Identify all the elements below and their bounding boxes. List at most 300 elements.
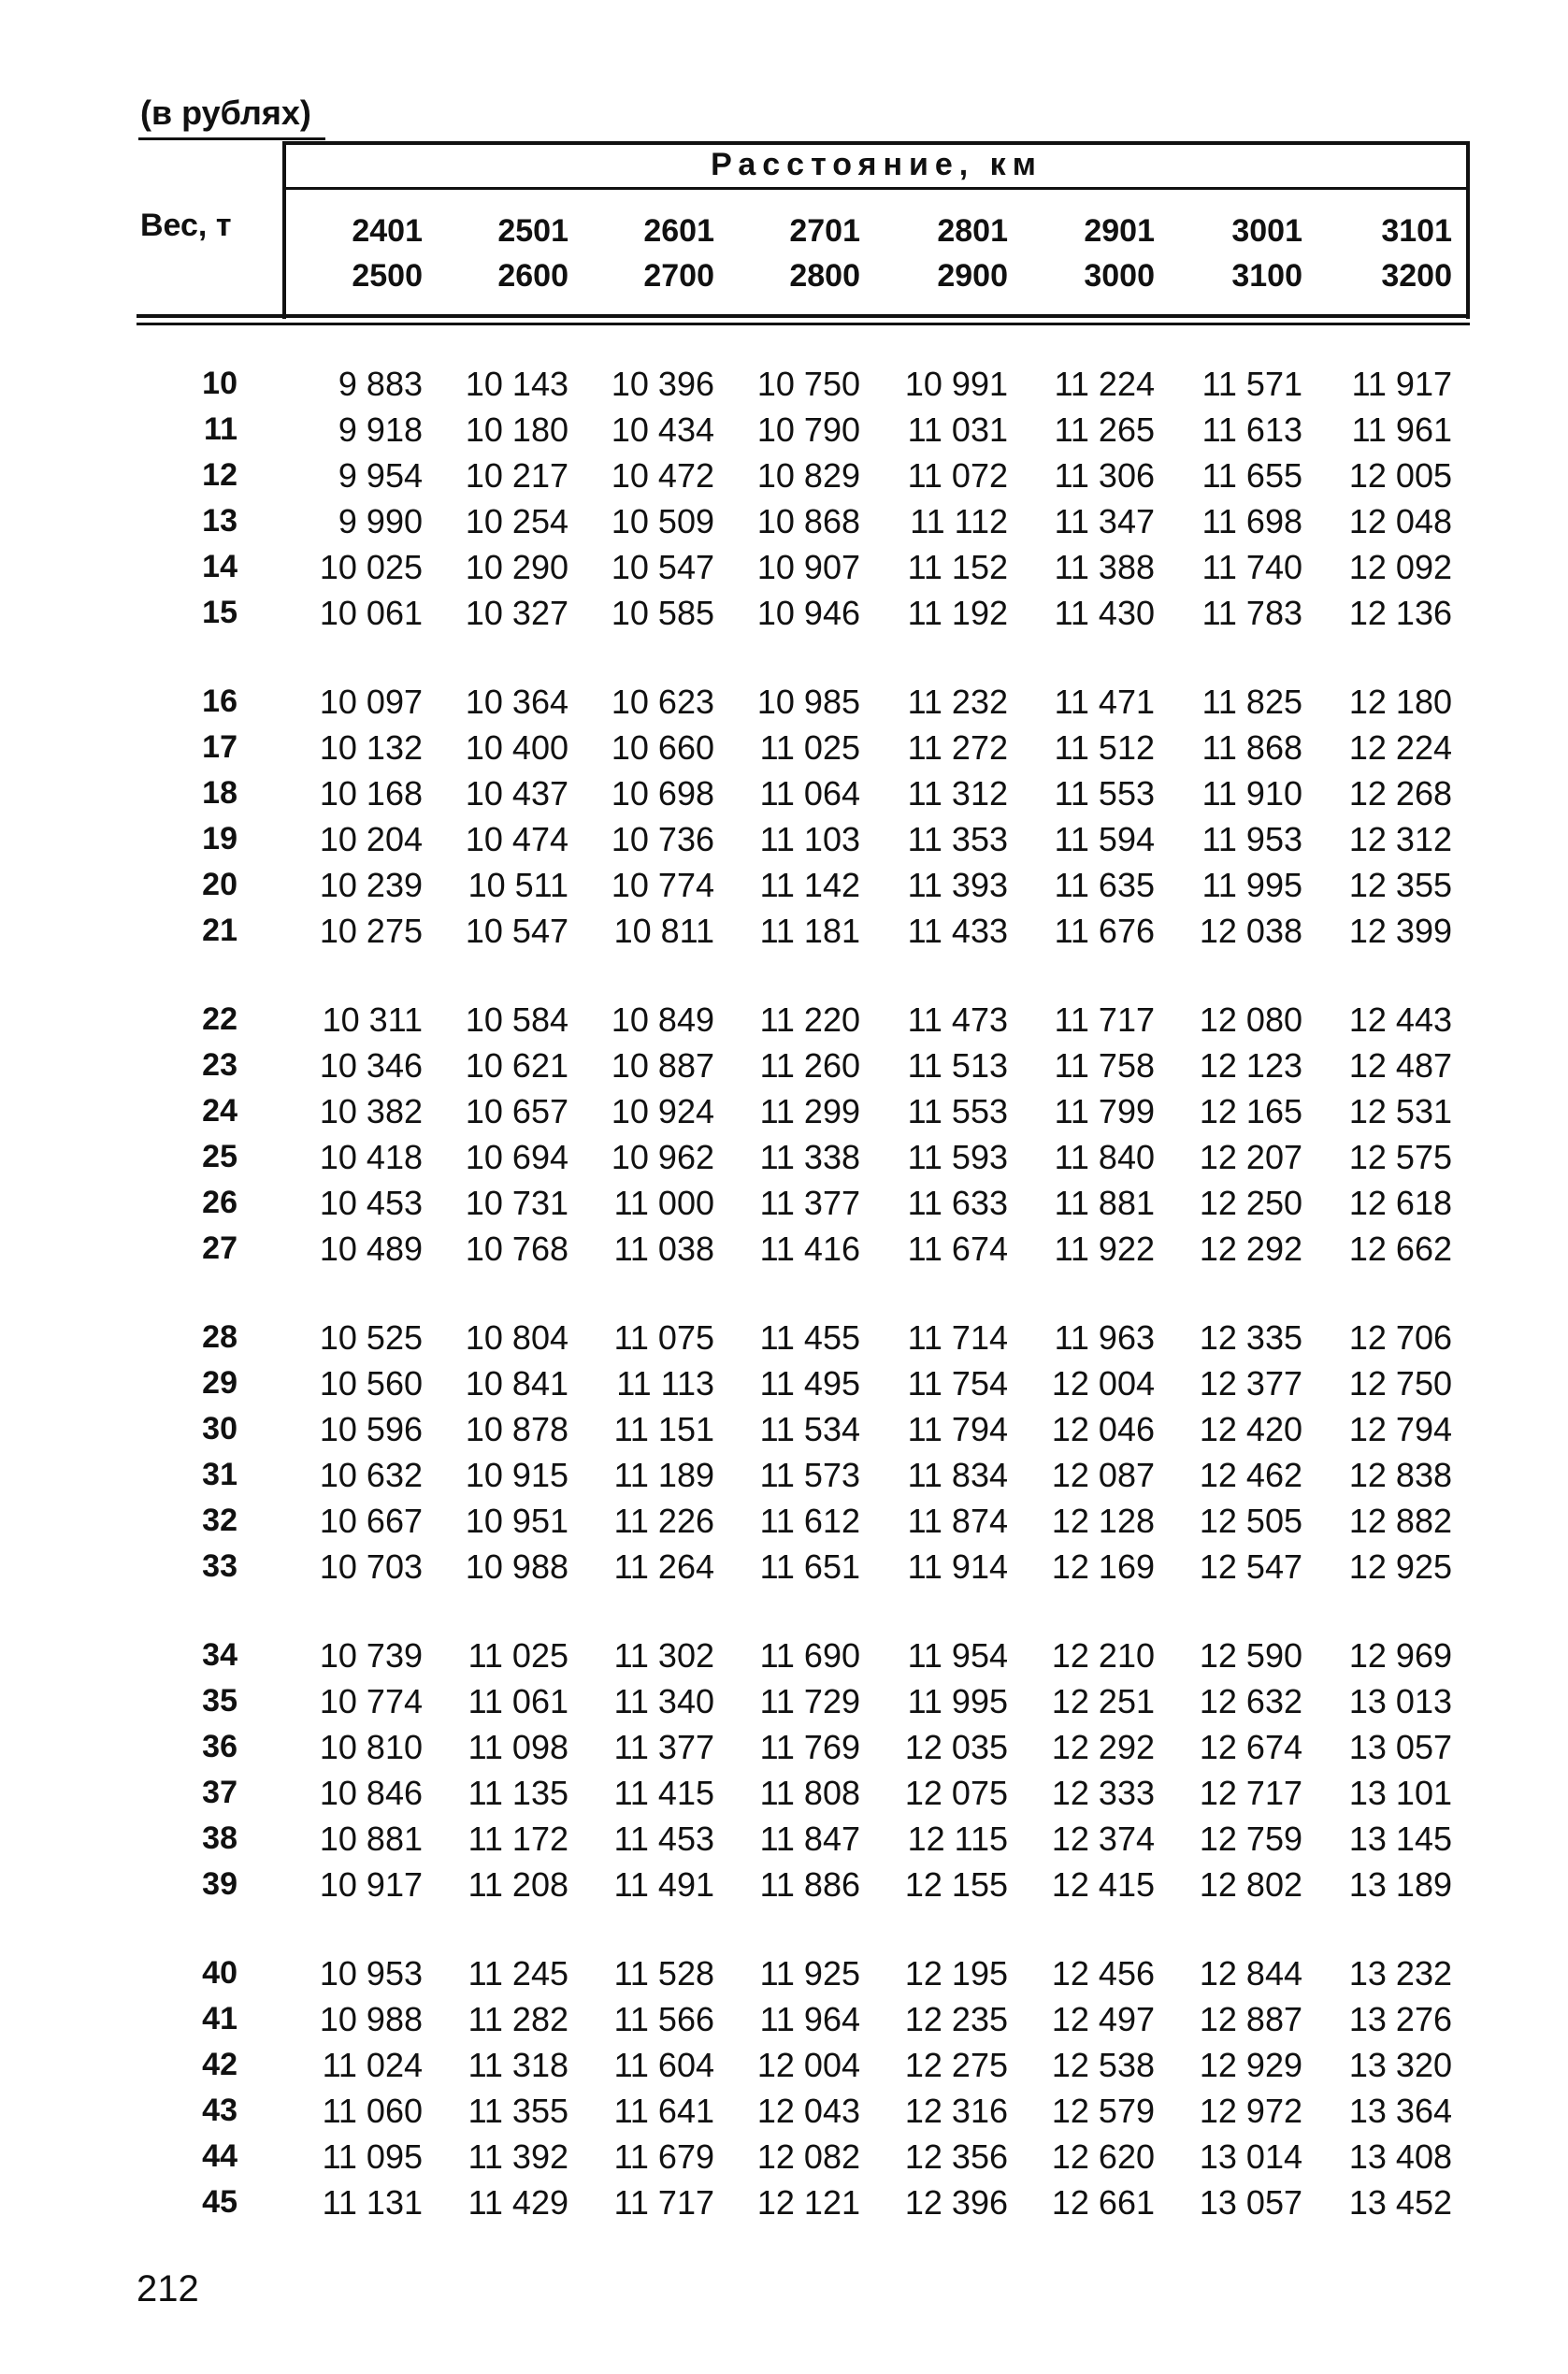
weight-row-label: 40 (202, 1955, 237, 1991)
table-cell: 10 657 (465, 1092, 568, 1130)
weight-row-label: 37 (202, 1775, 237, 1810)
table-cell: 11 393 (907, 866, 1008, 904)
table-cell: 10 290 (465, 548, 568, 586)
table-cell: 11 613 (1201, 410, 1302, 449)
table-cell: 12 750 (1348, 1364, 1452, 1403)
weight-row-label: 16 (202, 683, 237, 719)
table-cell: 11 513 (907, 1046, 1008, 1085)
table-cell: 11 534 (759, 1410, 860, 1448)
table-cell: 11 299 (759, 1092, 860, 1130)
weight-row-label: 27 (202, 1230, 237, 1266)
table-cell: 11 429 (468, 2183, 568, 2222)
table-cell: 12 250 (1199, 1184, 1302, 1222)
table-cell: 12 128 (1051, 1502, 1155, 1540)
weight-row-label: 21 (202, 913, 237, 948)
table-cell: 11 740 (1201, 548, 1302, 586)
distance-range-from: 2801 (937, 213, 1008, 249)
table-cell: 12 632 (1199, 1682, 1302, 1720)
distance-range-to: 3000 (1084, 258, 1155, 294)
table-cell: 10 991 (904, 365, 1008, 403)
table-cell: 10 790 (756, 410, 860, 449)
table-cell: 10 953 (319, 1954, 423, 1993)
table-cell: 10 311 (322, 1000, 423, 1039)
table-cell: 13 014 (1199, 2137, 1302, 2176)
table-cell: 10 396 (611, 365, 714, 403)
weight-row-label: 45 (202, 2184, 237, 2220)
table-cell: 11 847 (759, 1820, 860, 1858)
table-cell: 11 953 (1201, 820, 1302, 858)
header-bottom-rule-double (137, 323, 1470, 325)
table-cell: 12 497 (1051, 2000, 1155, 2038)
weight-row-label: 44 (202, 2138, 237, 2174)
table-cell: 10 887 (611, 1046, 714, 1085)
table-cell: 12 420 (1199, 1410, 1302, 1448)
weight-row-label: 13 (202, 503, 237, 539)
table-cell: 11 189 (613, 1456, 714, 1494)
weight-row-label: 36 (202, 1729, 237, 1764)
table-cell: 10 434 (611, 410, 714, 449)
table-cell: 11 113 (616, 1364, 714, 1403)
table-cell: 12 165 (1199, 1092, 1302, 1130)
table-cell: 11 392 (468, 2137, 568, 2176)
table-cell: 11 151 (613, 1410, 714, 1448)
table-cell: 11 910 (1201, 774, 1302, 813)
weight-row-label: 30 (202, 1411, 237, 1446)
table-cell: 13 101 (1348, 1774, 1452, 1812)
table-cell: 11 172 (468, 1820, 568, 1858)
distance-range-to: 2800 (789, 258, 860, 294)
table-cell: 11 512 (1054, 728, 1155, 767)
table-cell: 11 679 (613, 2137, 714, 2176)
table-cell: 10 915 (465, 1456, 568, 1494)
table-cell: 12 275 (904, 2046, 1008, 2084)
weight-row-label: 34 (202, 1637, 237, 1673)
table-cell: 12 531 (1348, 1092, 1452, 1130)
page-number: 212 (137, 2268, 199, 2309)
table-cell: 12 374 (1051, 1820, 1155, 1858)
table-cell: 12 004 (756, 2046, 860, 2084)
weight-row-label: 41 (202, 2001, 237, 2036)
table-cell: 11 783 (1201, 594, 1302, 632)
table-cell: 10 951 (465, 1502, 568, 1540)
table-cell: 11 914 (907, 1547, 1008, 1586)
weight-row-label: 42 (202, 2047, 237, 2082)
table-cell: 11 874 (907, 1502, 1008, 1540)
table-cell: 10 868 (756, 502, 860, 540)
distance-range-from: 2501 (497, 213, 568, 249)
weight-row-label: 39 (202, 1866, 237, 1902)
table-cell: 12 316 (904, 2092, 1008, 2130)
table-cell: 12 538 (1051, 2046, 1155, 2084)
table-cell: 11 758 (1054, 1046, 1155, 1085)
table-cell: 10 881 (319, 1820, 423, 1858)
table-cell: 12 035 (904, 1728, 1008, 1766)
table-cell: 11 282 (468, 2000, 568, 2038)
table-cell: 10 846 (319, 1774, 423, 1812)
table-cell: 12 579 (1051, 2092, 1155, 2130)
table-cell: 10 917 (319, 1865, 423, 1904)
table-cell: 12 505 (1199, 1502, 1302, 1540)
table-cell: 11 717 (1054, 1000, 1155, 1039)
table-cell: 10 774 (319, 1682, 423, 1720)
table-cell: 12 210 (1051, 1636, 1155, 1675)
weight-row-label: 23 (202, 1047, 237, 1083)
table-cell: 10 750 (756, 365, 860, 403)
table-cell: 10 739 (319, 1636, 423, 1675)
weight-row-label: 15 (202, 595, 237, 630)
table-cell: 11 729 (759, 1682, 860, 1720)
weight-row-label: 25 (202, 1139, 237, 1174)
table-cell: 12 844 (1199, 1954, 1302, 1993)
table-cell: 10 632 (319, 1456, 423, 1494)
table-cell: 11 717 (613, 2183, 714, 2222)
table-cell: 11 060 (322, 2092, 423, 2130)
table-cell: 13 057 (1199, 2183, 1302, 2222)
table-cell: 11 954 (907, 1636, 1008, 1675)
table-cell: 12 312 (1348, 820, 1452, 858)
table-cell: 11 491 (613, 1865, 714, 1904)
table-cell: 10 061 (319, 594, 423, 632)
table-cell: 11 355 (468, 2092, 568, 2130)
table-cell: 11 566 (613, 2000, 714, 2038)
table-cell: 11 690 (759, 1636, 860, 1675)
table-cell: 11 226 (613, 1502, 714, 1540)
table-cell: 11 232 (907, 683, 1008, 721)
table-cell: 11 377 (613, 1728, 714, 1766)
table-cell: 10 731 (465, 1184, 568, 1222)
table-cell: 11 471 (1054, 683, 1155, 721)
distance-column-title: Расстояние, км (711, 147, 1043, 182)
table-cell: 12 620 (1051, 2137, 1155, 2176)
table-cell: 12 043 (756, 2092, 860, 2130)
weight-row-label: 12 (202, 457, 237, 493)
table-cell: 11 353 (907, 820, 1008, 858)
table-cell: 12 268 (1348, 774, 1452, 813)
table-cell: 12 046 (1051, 1410, 1155, 1448)
table-cell: 11 181 (759, 912, 860, 950)
table-cell: 11 142 (759, 866, 860, 904)
table-cell: 11 433 (907, 912, 1008, 950)
distance-range-from: 2601 (643, 213, 714, 249)
table-cell: 9 990 (338, 502, 423, 540)
table-cell: 10 180 (465, 410, 568, 449)
table-cell: 12 004 (1051, 1364, 1155, 1403)
table-cell: 11 769 (759, 1728, 860, 1766)
table-cell: 11 318 (468, 2046, 568, 2084)
table-cell: 12 121 (756, 2183, 860, 2222)
distance-range-from: 2401 (352, 213, 423, 249)
table-cell: 12 038 (1199, 912, 1302, 950)
table-cell: 9 883 (338, 365, 423, 403)
table-cell: 12 115 (907, 1820, 1008, 1858)
table-cell: 11 135 (468, 1774, 568, 1812)
table-cell: 11 594 (1054, 820, 1155, 858)
table-cell: 11 868 (1201, 728, 1302, 767)
distance-range-from: 2901 (1084, 213, 1155, 249)
table-cell: 11 220 (759, 1000, 860, 1039)
table-cell: 12 195 (904, 1954, 1008, 1993)
weight-row-label: 11 (204, 411, 237, 447)
table-cell: 11 553 (907, 1092, 1008, 1130)
table-cell: 12 048 (1348, 502, 1452, 540)
table-cell: 12 377 (1199, 1364, 1302, 1403)
table-cell: 10 382 (319, 1092, 423, 1130)
table-cell: 10 346 (319, 1046, 423, 1085)
weight-row-label: 26 (202, 1185, 237, 1220)
table-cell: 12 662 (1348, 1230, 1452, 1268)
table-cell: 10 239 (319, 866, 423, 904)
table-cell: 10 907 (756, 548, 860, 586)
table-cell: 11 025 (759, 728, 860, 767)
table-cell: 10 962 (611, 1138, 714, 1176)
table-cell: 11 825 (1201, 683, 1302, 721)
header-bottom-rule (137, 314, 1470, 318)
table-cell: 11 260 (759, 1046, 860, 1085)
table-cell: 10 585 (611, 594, 714, 632)
table-cell: 11 593 (907, 1138, 1008, 1176)
table-cell: 11 886 (759, 1865, 860, 1904)
table-cell: 11 272 (907, 728, 1008, 767)
table-cell: 10 841 (465, 1364, 568, 1403)
table-cell: 10 275 (319, 912, 423, 950)
table-cell: 10 525 (319, 1318, 423, 1357)
table-cell: 10 988 (319, 2000, 423, 2038)
table-cell: 11 995 (1201, 866, 1302, 904)
table-cell: 12 335 (1199, 1318, 1302, 1357)
table-cell: 10 584 (465, 1000, 568, 1039)
table-cell: 12 972 (1199, 2092, 1302, 2130)
table-cell: 12 415 (1051, 1865, 1155, 1904)
table-cell: 11 799 (1054, 1092, 1155, 1130)
table-cell: 12 443 (1348, 1000, 1452, 1039)
table-cell: 12 207 (1199, 1138, 1302, 1176)
table-cell: 10 472 (611, 456, 714, 495)
table-cell: 12 717 (1199, 1774, 1302, 1812)
table-cell: 11 961 (1351, 410, 1452, 449)
weight-column-title: Вес, т (140, 208, 232, 243)
table-cell: 10 418 (319, 1138, 423, 1176)
table-cell: 11 340 (613, 1682, 714, 1720)
table-cell: 12 123 (1199, 1046, 1302, 1085)
table-cell: 11 963 (1054, 1318, 1155, 1357)
table-cell: 11 674 (907, 1230, 1008, 1268)
table-cell: 12 925 (1348, 1547, 1452, 1586)
table-cell: 10 560 (319, 1364, 423, 1403)
table-cell: 12 169 (1051, 1547, 1155, 1586)
weight-row-label: 32 (202, 1503, 237, 1538)
table-cell: 11 808 (759, 1774, 860, 1812)
table-cell: 12 590 (1199, 1636, 1302, 1675)
table-cell: 12 661 (1051, 2183, 1155, 2222)
table-cell: 11 573 (759, 1456, 860, 1494)
weight-row-label: 38 (202, 1820, 237, 1856)
weight-row-label: 10 (202, 366, 237, 401)
table-cell: 12 456 (1051, 1954, 1155, 1993)
table-cell: 10 774 (611, 866, 714, 904)
table-cell: 11 473 (907, 1000, 1008, 1039)
table-cell: 11 095 (322, 2137, 423, 2176)
distance-range-to: 2500 (352, 258, 423, 294)
table-cell: 11 834 (907, 1456, 1008, 1494)
table-cell: 12 929 (1199, 2046, 1302, 2084)
table-cell: 11 112 (910, 502, 1008, 540)
table-cell: 10 596 (319, 1410, 423, 1448)
table-cell: 10 453 (319, 1184, 423, 1222)
table-cell: 13 232 (1348, 1954, 1452, 1993)
distance-range-to: 3200 (1381, 258, 1452, 294)
distance-range-to: 2700 (643, 258, 714, 294)
table-cell: 11 061 (468, 1682, 568, 1720)
table-cell: 11 455 (759, 1318, 860, 1357)
table-cell: 11 245 (468, 1954, 568, 1993)
header-divider (283, 187, 1470, 190)
table-cell: 11 000 (613, 1184, 714, 1222)
table-cell: 13 364 (1348, 2092, 1452, 2130)
weight-row-label: 24 (202, 1093, 237, 1129)
table-cell: 12 396 (904, 2183, 1008, 2222)
table-cell: 12 674 (1199, 1728, 1302, 1766)
table-cell: 11 612 (759, 1502, 860, 1540)
table-cell: 13 452 (1348, 2183, 1452, 2222)
table-cell: 9 954 (338, 456, 423, 495)
table-cell: 10 509 (611, 502, 714, 540)
table-cell: 10 547 (611, 548, 714, 586)
table-cell: 10 698 (611, 774, 714, 813)
table-cell: 11 312 (907, 774, 1008, 813)
table-cell: 10 025 (319, 548, 423, 586)
table-cell: 12 005 (1348, 456, 1452, 495)
table-cell: 11 415 (613, 1774, 714, 1812)
table-cell: 12 706 (1348, 1318, 1452, 1357)
table-cell: 10 829 (756, 456, 860, 495)
weight-row-label: 33 (202, 1548, 237, 1584)
table-cell: 10 400 (465, 728, 568, 767)
table-cell: 12 547 (1199, 1547, 1302, 1586)
table-cell: 10 878 (465, 1410, 568, 1448)
table-cell: 12 155 (904, 1865, 1008, 1904)
distance-range-from: 2701 (789, 213, 860, 249)
table-cell: 10 924 (611, 1092, 714, 1130)
table-cell: 12 180 (1348, 683, 1452, 721)
table-cell: 13 408 (1348, 2137, 1452, 2176)
table-cell: 12 882 (1348, 1502, 1452, 1540)
table-cell: 11 651 (759, 1547, 860, 1586)
table-cell: 12 235 (904, 2000, 1008, 2038)
table-cell: 11 264 (613, 1547, 714, 1586)
table-cell: 11 208 (468, 1865, 568, 1904)
table-cell: 11 038 (613, 1230, 714, 1268)
table-cell: 13 320 (1348, 2046, 1452, 2084)
table-cell: 11 794 (907, 1410, 1008, 1448)
table-cell: 10 217 (465, 456, 568, 495)
table-cell: 11 754 (907, 1364, 1008, 1403)
table-cell: 11 964 (759, 2000, 860, 2038)
table-cell: 12 251 (1051, 1682, 1155, 1720)
table-cell: 11 265 (1054, 410, 1155, 449)
table-cell: 10 511 (468, 866, 568, 904)
table-cell: 10 623 (611, 683, 714, 721)
table-cell: 11 024 (322, 2046, 423, 2084)
table-cell: 11 152 (907, 548, 1008, 586)
table-cell: 11 131 (322, 2183, 423, 2222)
table-cell: 13 013 (1348, 1682, 1452, 1720)
table-cell: 10 168 (319, 774, 423, 813)
table-cell: 10 327 (465, 594, 568, 632)
table-cell: 10 694 (465, 1138, 568, 1176)
table-cell: 11 025 (468, 1636, 568, 1675)
weight-row-label: 43 (202, 2093, 237, 2128)
table-cell: 10 437 (465, 774, 568, 813)
table-cell: 11 302 (613, 1636, 714, 1675)
table-cell: 10 849 (611, 1000, 714, 1039)
table-cell: 12 092 (1348, 548, 1452, 586)
table-cell: 11 641 (613, 2092, 714, 2130)
table-cell: 12 333 (1051, 1774, 1155, 1812)
distance-range-to: 3100 (1231, 258, 1302, 294)
table-cell: 11 676 (1054, 912, 1155, 950)
unit-note-underline (138, 137, 325, 140)
table-cell: 10 768 (465, 1230, 568, 1268)
table-cell: 12 462 (1199, 1456, 1302, 1494)
weight-row-label: 19 (202, 821, 237, 856)
table-cell: 10 946 (756, 594, 860, 632)
table-cell: 9 918 (338, 410, 423, 449)
table-cell: 12 356 (904, 2137, 1008, 2176)
weight-row-label: 20 (202, 867, 237, 902)
table-cell: 12 075 (904, 1774, 1008, 1812)
table-cell: 11 925 (759, 1954, 860, 1993)
table-cell: 11 881 (1054, 1184, 1155, 1222)
table-cell: 12 136 (1348, 594, 1452, 632)
table-cell: 11 306 (1054, 456, 1155, 495)
table-cell: 12 399 (1348, 912, 1452, 950)
table-cell: 11 072 (907, 456, 1008, 495)
table-cell: 11 635 (1054, 866, 1155, 904)
table-cell: 12 887 (1199, 2000, 1302, 2038)
table-cell: 12 292 (1199, 1230, 1302, 1268)
table-cell: 10 489 (319, 1230, 423, 1268)
table-cell: 11 571 (1201, 365, 1302, 403)
table-cell: 13 276 (1348, 2000, 1452, 2038)
distance-range-to: 2600 (497, 258, 568, 294)
table-cell: 11 192 (907, 594, 1008, 632)
table-cell: 11 840 (1054, 1138, 1155, 1176)
table-cell: 10 132 (319, 728, 423, 767)
table-cell: 10 143 (465, 365, 568, 403)
weight-row-label: 17 (202, 729, 237, 765)
table-cell: 11 453 (613, 1820, 714, 1858)
table-cell: 11 377 (759, 1184, 860, 1222)
table-cell: 12 487 (1348, 1046, 1452, 1085)
table-cell: 11 430 (1054, 594, 1155, 632)
table-cell: 11 075 (613, 1318, 714, 1357)
table-cell: 12 618 (1348, 1184, 1452, 1222)
table-cell: 11 604 (613, 2046, 714, 2084)
table-cell: 10 804 (465, 1318, 568, 1357)
distance-range-to: 2900 (937, 258, 1008, 294)
table-cell: 11 917 (1351, 365, 1452, 403)
table-cell: 10 364 (465, 683, 568, 721)
table-cell: 12 355 (1348, 866, 1452, 904)
weight-row-label: 14 (202, 549, 237, 584)
table-cell: 10 703 (319, 1547, 423, 1586)
weight-row-label: 28 (202, 1319, 237, 1355)
table-cell: 11 347 (1054, 502, 1155, 540)
table-cell: 10 988 (465, 1547, 568, 1586)
table-cell: 10 985 (756, 683, 860, 721)
table-cell: 12 838 (1348, 1456, 1452, 1494)
table-cell: 12 802 (1199, 1865, 1302, 1904)
